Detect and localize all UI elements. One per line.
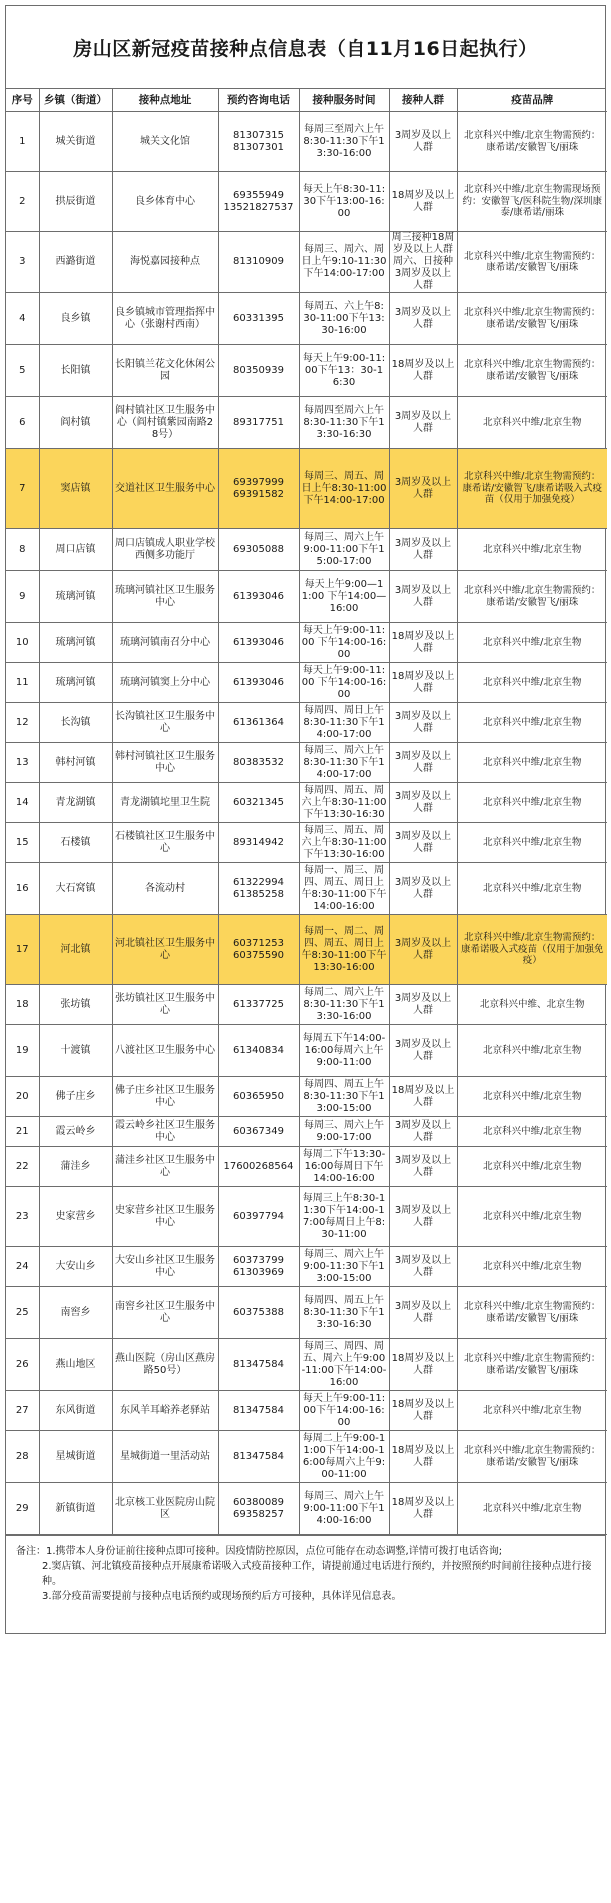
cell-phone: 81347584: [218, 1431, 299, 1483]
header-town: 乡镇（街道）: [39, 89, 112, 112]
cell-site: 韩村河镇社区卫生服务中心: [112, 743, 218, 783]
cell-group: 3周岁及以上人群: [389, 1247, 457, 1287]
cell-phone: 60375388: [218, 1287, 299, 1339]
cell-phone: 89314942: [218, 823, 299, 863]
cell-town: 琉璃河镇: [39, 571, 112, 623]
cell-time: 每周五、六上午8:30-11:00下午13:30-16:00: [299, 293, 389, 345]
cell-brand: 北京科兴中维/北京生物: [457, 1077, 607, 1117]
cell-town: 燕山地区: [39, 1339, 112, 1391]
cell-no: 20: [6, 1077, 39, 1117]
cell-town: 佛子庄乡: [39, 1077, 112, 1117]
cell-time: 每天上午9:00-11:00下午14:00-16:00: [299, 1391, 389, 1431]
cell-group: 3周岁及以上人群: [389, 703, 457, 743]
cell-no: 24: [6, 1247, 39, 1287]
cell-time: 每天上午9:00-11:00下午13：30-16:30: [299, 345, 389, 397]
cell-site: 良乡体育中心: [112, 172, 218, 232]
cell-town: 阎村镇: [39, 397, 112, 449]
table-row: [6, 1339, 607, 1391]
cell-time: 每周三至周六上午8:30-11:30下午13:30-16:00: [299, 112, 389, 172]
cell-phone: 80383532: [218, 743, 299, 783]
cell-no: 2: [6, 172, 39, 232]
cell-no: 6: [6, 397, 39, 449]
cell-no: 25: [6, 1287, 39, 1339]
cell-time: 每周三、周四、周五、周六上午9:00-11:00下午14:00-16:00: [299, 1339, 389, 1391]
table-row: [6, 232, 607, 293]
cell-town: 十渡镇: [39, 1025, 112, 1077]
cell-site: 交道社区卫生服务中心: [112, 449, 218, 529]
page-title: 房山区新冠疫苗接种点信息表（自11月16日起执行）: [6, 6, 605, 89]
cell-brand: 北京科兴中维/北京生物: [457, 1147, 607, 1187]
cell-group: 18周岁及以上人群: [389, 1077, 457, 1117]
table-row: [6, 397, 607, 449]
cell-town: 西潞街道: [39, 232, 112, 293]
cell-brand: 北京科兴中维/北京生物需预约：康希诺/安徽智飞/丽珠: [457, 1339, 607, 1391]
cell-time: 每周三、周六上午9:00-11:00下午15:00-17:00: [299, 529, 389, 571]
cell-time: 每周三、周五、周六上午8:30-11:00下午13:30-16:00: [299, 823, 389, 863]
cell-site: 东风羊耳峪养老驿站: [112, 1391, 218, 1431]
cell-site: 青龙湖镇坨里卫生院: [112, 783, 218, 823]
table-row: [6, 1247, 607, 1287]
cell-phone: 69305088: [218, 529, 299, 571]
cell-phone: 60373799 61303969: [218, 1247, 299, 1287]
cell-town: 蒲洼乡: [39, 1147, 112, 1187]
cell-no: 7: [6, 449, 39, 529]
cell-town: 良乡镇: [39, 293, 112, 345]
cell-time: 每周五下午14:00-16:00每周六上午9:00-11:00: [299, 1025, 389, 1077]
cell-phone: 61337725: [218, 985, 299, 1025]
cell-brand: 北京科兴中维/北京生物: [457, 1247, 607, 1287]
cell-brand: 北京科兴中维/北京生物需预约：康希诺吸入式疫苗（仅用于加强免疫）: [457, 915, 607, 985]
cell-brand: 北京科兴中维/北京生物: [457, 397, 607, 449]
cell-town: 窦店镇: [39, 449, 112, 529]
cell-phone: 81307315 81307301: [218, 112, 299, 172]
cell-town: 史家营乡: [39, 1187, 112, 1247]
table-row: [6, 623, 607, 663]
cell-brand: 北京科兴中维/北京生物需现场预约：安徽智飞/医科院生物/深圳康泰/康希诺/丽珠: [457, 172, 607, 232]
cell-group: 18周岁及以上人群: [389, 345, 457, 397]
cell-no: 16: [6, 863, 39, 915]
cell-no: 1: [6, 112, 39, 172]
cell-group: 18周岁及以上人群: [389, 1431, 457, 1483]
table-row: [6, 703, 607, 743]
cell-brand: 北京科兴中维/北京生物: [457, 529, 607, 571]
cell-no: 3: [6, 232, 39, 293]
cell-group: 3周岁及以上人群: [389, 863, 457, 915]
cell-group: 3周岁及以上人群: [389, 783, 457, 823]
table-row: [6, 1117, 607, 1147]
cell-town: 城关街道: [39, 112, 112, 172]
cell-time: 每周三、周五、周日上午8:30-11:00下午14:00-17:00: [299, 449, 389, 529]
cell-group: 3周岁及以上人群: [389, 293, 457, 345]
cell-site: 长阳镇兰花文化休闲公园: [112, 345, 218, 397]
cell-group: 3周岁及以上人群: [389, 823, 457, 863]
cell-group: 18周岁及以上人群: [389, 1483, 457, 1535]
table-row: [6, 1287, 607, 1339]
cell-time: 每周三、周六、周日上午9:10-11:30下午14:00-17:00: [299, 232, 389, 293]
cell-brand: 北京科兴中维/北京生物: [457, 743, 607, 783]
cell-town: 星城街道: [39, 1431, 112, 1483]
table-row: [6, 1187, 607, 1247]
cell-town: 新镇街道: [39, 1483, 112, 1535]
cell-town: 大石窝镇: [39, 863, 112, 915]
cell-brand: 北京科兴中维/北京生物需预约：康希诺/安徽智飞/丽珠: [457, 571, 607, 623]
cell-town: 琉璃河镇: [39, 663, 112, 703]
cell-no: 19: [6, 1025, 39, 1077]
cell-time: 每周四、周五、周六上午8:30-11:00下午13:30-16:30: [299, 783, 389, 823]
cell-time: 每周三、周六上午9:00-11:00下午14:00-16:00: [299, 1483, 389, 1535]
cell-no: 26: [6, 1339, 39, 1391]
header-time: 接种服务时间: [299, 89, 389, 112]
cell-site: 琉璃河镇窦上分中心: [112, 663, 218, 703]
table-header-row: [6, 89, 607, 112]
table-row: [6, 823, 607, 863]
cell-phone: 60371253 60375590: [218, 915, 299, 985]
cell-time: 每周二、周六上午8:30-11:30下午13:30-16:00: [299, 985, 389, 1025]
cell-site: 河北镇社区卫生服务中心: [112, 915, 218, 985]
cell-time: 每天上午9:00-11:00 下午14:00-16:00: [299, 663, 389, 703]
table-row: [6, 663, 607, 703]
cell-site: 琉璃河镇社区卫生服务中心: [112, 571, 218, 623]
cell-brand: 北京科兴中维/北京生物: [457, 623, 607, 663]
header-no: 序号: [6, 89, 39, 112]
table-row: [6, 1391, 607, 1431]
cell-no: 15: [6, 823, 39, 863]
cell-site: 八渡社区卫生服务中心: [112, 1025, 218, 1077]
table-row: [6, 863, 607, 915]
cell-group: 3周岁及以上人群: [389, 743, 457, 783]
cell-brand: 北京科兴中维/北京生物: [457, 783, 607, 823]
cell-site: 北京核工业医院房山院区: [112, 1483, 218, 1535]
cell-brand: 北京科兴中维/北京生物: [457, 703, 607, 743]
cell-phone: 61322994 61385258: [218, 863, 299, 915]
cell-group: 18周岁及以上人群: [389, 1391, 457, 1431]
cell-group: 3周岁及以上人群: [389, 915, 457, 985]
cell-town: 周口店镇: [39, 529, 112, 571]
cell-site: 各流动村: [112, 863, 218, 915]
cell-phone: 60397794: [218, 1187, 299, 1247]
cell-phone: 81310909: [218, 232, 299, 293]
cell-group: 18周岁及以上人群: [389, 1339, 457, 1391]
cell-group: 3周岁及以上人群: [389, 397, 457, 449]
cell-brand: 北京科兴中维、北京生物: [457, 985, 607, 1025]
cell-town: 张坊镇: [39, 985, 112, 1025]
cell-time: 每天上午8:30-11:30下午13:00-16:00: [299, 172, 389, 232]
cell-phone: 81347584: [218, 1391, 299, 1431]
cell-town: 河北镇: [39, 915, 112, 985]
table-row: [6, 915, 607, 985]
cell-no: 23: [6, 1187, 39, 1247]
cell-brand: 北京科兴中维/北京生物: [457, 663, 607, 703]
note-2: 2.窦店镇、河北镇疫苗接种点开展康希诺吸入式疫苗接种工作，请提前通过电话进行预约，并按照预约时间前往接种点进行接种。: [42, 1561, 592, 1587]
cell-site: 佛子庄乡社区卫生服务中心: [112, 1077, 218, 1117]
cell-time: 每周三、周六上午8:30-11:30下午14:00-17:00: [299, 743, 389, 783]
header-brand: 疫苗品牌: [457, 89, 607, 112]
table-row: [6, 1025, 607, 1077]
cell-phone: 60365950: [218, 1077, 299, 1117]
cell-phone: 60380089 69358257: [218, 1483, 299, 1535]
cell-brand: 北京科兴中维/北京生物需预约：康希诺/安徽智飞/丽珠: [457, 293, 607, 345]
cell-site: 良乡镇城市管理指挥中心（张谢村西南）: [112, 293, 218, 345]
cell-time: 每周四至周六上午8:30-11:30下午13:30-16:30: [299, 397, 389, 449]
cell-brand: 北京科兴中维/北京生物: [457, 863, 607, 915]
cell-group: 18周岁及以上人群: [389, 172, 457, 232]
cell-town: 长阳镇: [39, 345, 112, 397]
cell-site: 燕山医院（房山区燕房路50号）: [112, 1339, 218, 1391]
note-3: 3.部分疫苗需要提前与接种点电话预约或现场预约后方可接种，具体详见信息表。: [42, 1591, 402, 1602]
cell-group: 3周岁及以上人群: [389, 112, 457, 172]
cell-town: 拱辰街道: [39, 172, 112, 232]
cell-no: 14: [6, 783, 39, 823]
cell-site: 周口店镇成人职业学校西侧多功能厅: [112, 529, 218, 571]
cell-phone: 69355949 13521827537: [218, 172, 299, 232]
cell-brand: 北京科兴中维/北京生物: [457, 1483, 607, 1535]
cell-brand: 北京科兴中维/北京生物: [457, 1187, 607, 1247]
cell-town: 大安山乡: [39, 1247, 112, 1287]
table-row: [6, 743, 607, 783]
cell-brand: 北京科兴中维/北京生物需预约：康希诺/安徽智飞/丽珠: [457, 232, 607, 293]
cell-site: 长沟镇社区卫生服务中心: [112, 703, 218, 743]
cell-town: 琉璃河镇: [39, 623, 112, 663]
vaccination-table: [6, 89, 607, 1535]
cell-phone: 60367349: [218, 1117, 299, 1147]
table-row: [6, 1147, 607, 1187]
cell-site: 史家营乡社区卫生服务中心: [112, 1187, 218, 1247]
cell-phone: 89317751: [218, 397, 299, 449]
cell-brand: 北京科兴中维/北京生物: [457, 1391, 607, 1431]
info-sheet: [5, 5, 606, 1634]
cell-phone: 61393046: [218, 623, 299, 663]
header-group: 接种人群: [389, 89, 457, 112]
cell-time: 每周一、周二、周四、周五、周日上午8:30-11:00下午13:30-16:00: [299, 915, 389, 985]
cell-site: 南窖乡社区卫生服务中心: [112, 1287, 218, 1339]
cell-group: 3周岁及以上人群: [389, 1187, 457, 1247]
cell-phone: 69397999 69391582: [218, 449, 299, 529]
cell-no: 12: [6, 703, 39, 743]
cell-time: 每周三、周六上午9:00-17:00: [299, 1117, 389, 1147]
cell-site: 海悦嘉园接种点: [112, 232, 218, 293]
cell-group: 3周岁及以上人群: [389, 1287, 457, 1339]
cell-no: 28: [6, 1431, 39, 1483]
cell-town: 青龙湖镇: [39, 783, 112, 823]
cell-time: 每周二上午9:00-11:00下午14:00-16:00每周六上午9:00-11:00: [299, 1431, 389, 1483]
cell-town: 东风街道: [39, 1391, 112, 1431]
cell-group: 3周岁及以上人群: [389, 985, 457, 1025]
cell-site: 张坊镇社区卫生服务中心: [112, 985, 218, 1025]
cell-no: 29: [6, 1483, 39, 1535]
cell-group: 3周岁及以上人群: [389, 1117, 457, 1147]
cell-time: 每周三上午8:30-11:30下午14:00-17:00每周日上午8:30-11:00: [299, 1187, 389, 1247]
cell-time: 每周四、周五上午8:30-11:30下午13:00-15:00: [299, 1077, 389, 1117]
notes-section: [6, 1535, 605, 1633]
cell-phone: 60321345: [218, 783, 299, 823]
table-row: [6, 345, 607, 397]
cell-phone: 61340834: [218, 1025, 299, 1077]
table-row: [6, 1431, 607, 1483]
cell-time: 每天上午9:00—11:00 下午14:00—16:00: [299, 571, 389, 623]
cell-time: 每周三、周六上午9:00-11:30下午13:00-15:00: [299, 1247, 389, 1287]
table-row: [6, 783, 607, 823]
cell-brand: 北京科兴中维/北京生物需预约：康希诺/安徽智飞/丽珠: [457, 1431, 607, 1483]
cell-group: 3周岁及以上人群: [389, 571, 457, 623]
cell-town: 南窖乡: [39, 1287, 112, 1339]
cell-town: 长沟镇: [39, 703, 112, 743]
cell-group: 周三接种18周岁及以上人群周六、日接种3周岁及以上人群: [389, 232, 457, 293]
table-row: [6, 529, 607, 571]
cell-group: 3周岁及以上人群: [389, 449, 457, 529]
note-1: 备注：1.携带本人身份证前往接种点即可接种。因疫情防控原因，点位可能存在动态调整,详情可拨打电话咨询;: [16, 1546, 503, 1557]
cell-no: 11: [6, 663, 39, 703]
cell-site: 蒲洼乡社区卫生服务中心: [112, 1147, 218, 1187]
cell-phone: 61361364: [218, 703, 299, 743]
cell-group: 3周岁及以上人群: [389, 1147, 457, 1187]
cell-no: 10: [6, 623, 39, 663]
cell-brand: 北京科兴中维/北京生物: [457, 823, 607, 863]
cell-no: 22: [6, 1147, 39, 1187]
cell-brand: 北京科兴中维/北京生物需预约：康希诺/安徽智飞/丽珠: [457, 1287, 607, 1339]
cell-no: 27: [6, 1391, 39, 1431]
cell-site: 大安山乡社区卫生服务中心: [112, 1247, 218, 1287]
cell-site: 城关文化馆: [112, 112, 218, 172]
cell-group: 18周岁及以上人群: [389, 623, 457, 663]
cell-phone: 60331395: [218, 293, 299, 345]
cell-phone: 61393046: [218, 663, 299, 703]
cell-site: 星城街道一里活动站: [112, 1431, 218, 1483]
table-row: [6, 449, 607, 529]
cell-site: 琉璃河镇南召分中心: [112, 623, 218, 663]
cell-time: 每周二下午13:30-16:00每周日下午14:00-16:00: [299, 1147, 389, 1187]
cell-time: 每周四、周日上午8:30-11:30下午14:00-17:00: [299, 703, 389, 743]
cell-group: 18周岁及以上人群: [389, 663, 457, 703]
table-row: [6, 293, 607, 345]
cell-town: 韩村河镇: [39, 743, 112, 783]
cell-no: 21: [6, 1117, 39, 1147]
header-phone: 预约咨询电话: [218, 89, 299, 112]
cell-brand: 北京科兴中维/北京生物需预约：康希诺/安徽智飞/丽珠: [457, 345, 607, 397]
cell-no: 9: [6, 571, 39, 623]
cell-town: 石楼镇: [39, 823, 112, 863]
cell-no: 4: [6, 293, 39, 345]
cell-no: 17: [6, 915, 39, 985]
table-row: [6, 985, 607, 1025]
cell-brand: 北京科兴中维/北京生物需预约：康希诺/安徽智飞/康希诺吸入式疫苗（仅用于加强免疫）: [457, 449, 607, 529]
cell-brand: 北京科兴中维/北京生物需预约：康希诺/安徽智飞/丽珠: [457, 112, 607, 172]
table-row: [6, 172, 607, 232]
cell-group: 3周岁及以上人群: [389, 1025, 457, 1077]
cell-site: 阎村镇社区卫生服务中心（阎村镇紫园南路28号）: [112, 397, 218, 449]
cell-brand: 北京科兴中维/北京生物: [457, 1025, 607, 1077]
cell-time: 每天上午9:00-11:00 下午14:00-16:00: [299, 623, 389, 663]
cell-time: 每周一、周三、周四、周五、周日上午8:30-11:00下午14:00-16:00: [299, 863, 389, 915]
cell-no: 18: [6, 985, 39, 1025]
cell-no: 5: [6, 345, 39, 397]
cell-phone: 61393046: [218, 571, 299, 623]
cell-no: 8: [6, 529, 39, 571]
cell-phone: 81347584: [218, 1339, 299, 1391]
table-row: [6, 1077, 607, 1117]
cell-site: 霞云岭乡社区卫生服务中心: [112, 1117, 218, 1147]
table-row: [6, 112, 607, 172]
table-row: [6, 1483, 607, 1535]
cell-town: 霞云岭乡: [39, 1117, 112, 1147]
header-site: 接种点地址: [112, 89, 218, 112]
cell-brand: 北京科兴中维/北京生物: [457, 1117, 607, 1147]
cell-phone: 17600268564: [218, 1147, 299, 1187]
cell-no: 13: [6, 743, 39, 783]
cell-time: 每周四、周五上午8:30-11:30下午13:30-16:30: [299, 1287, 389, 1339]
table-body: [6, 112, 607, 1535]
table-row: [6, 571, 607, 623]
cell-phone: 80350939: [218, 345, 299, 397]
cell-site: 石楼镇社区卫生服务中心: [112, 823, 218, 863]
cell-group: 3周岁及以上人群: [389, 529, 457, 571]
